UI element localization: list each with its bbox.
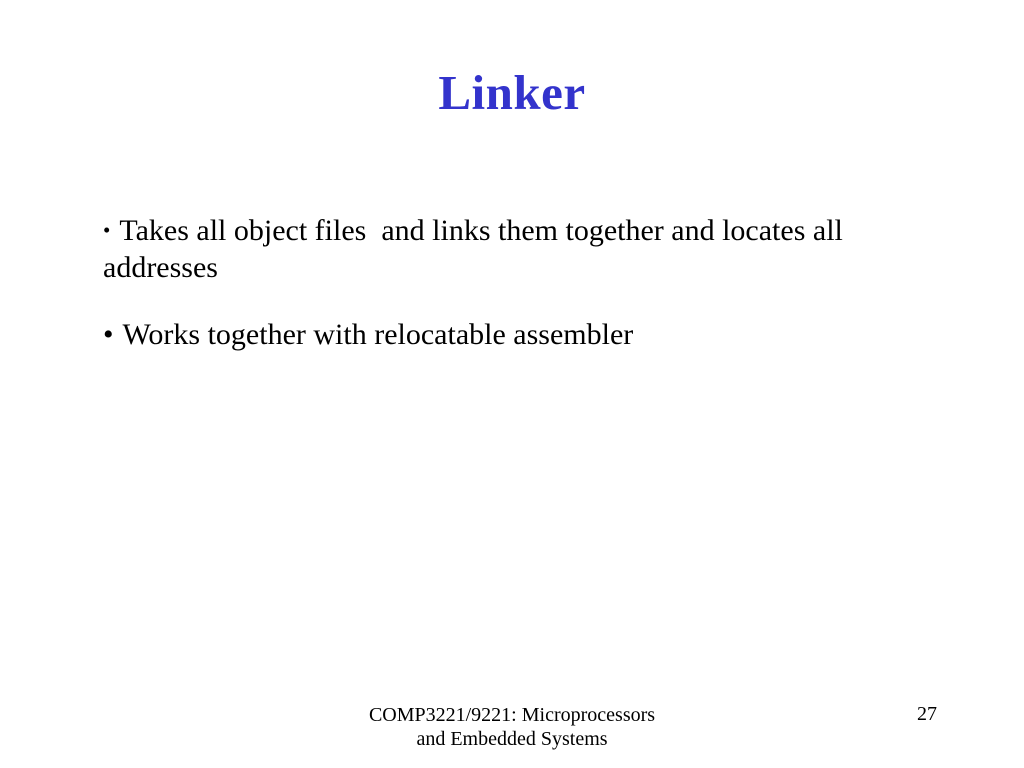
- slide-footer: [0, 703, 1024, 752]
- footer-line: COMP3221/9221: Microprocessors: [368, 704, 656, 726]
- slide-body: [103, 212, 925, 353]
- bullet-icon: •: [103, 318, 114, 352]
- bullet-item: [103, 212, 925, 286]
- bullet-item: [103, 316, 925, 353]
- page-number: 27: [917, 703, 937, 725]
- bullet-icon: •: [103, 218, 111, 242]
- bullet-text: Takes all object files and links them together and locates all addresses: [103, 214, 851, 285]
- slide-title: Linker: [438, 65, 586, 120]
- bullet-text: Works together with relocatable assembler: [122, 318, 634, 352]
- footer-line: and Embedded Systems: [416, 728, 608, 751]
